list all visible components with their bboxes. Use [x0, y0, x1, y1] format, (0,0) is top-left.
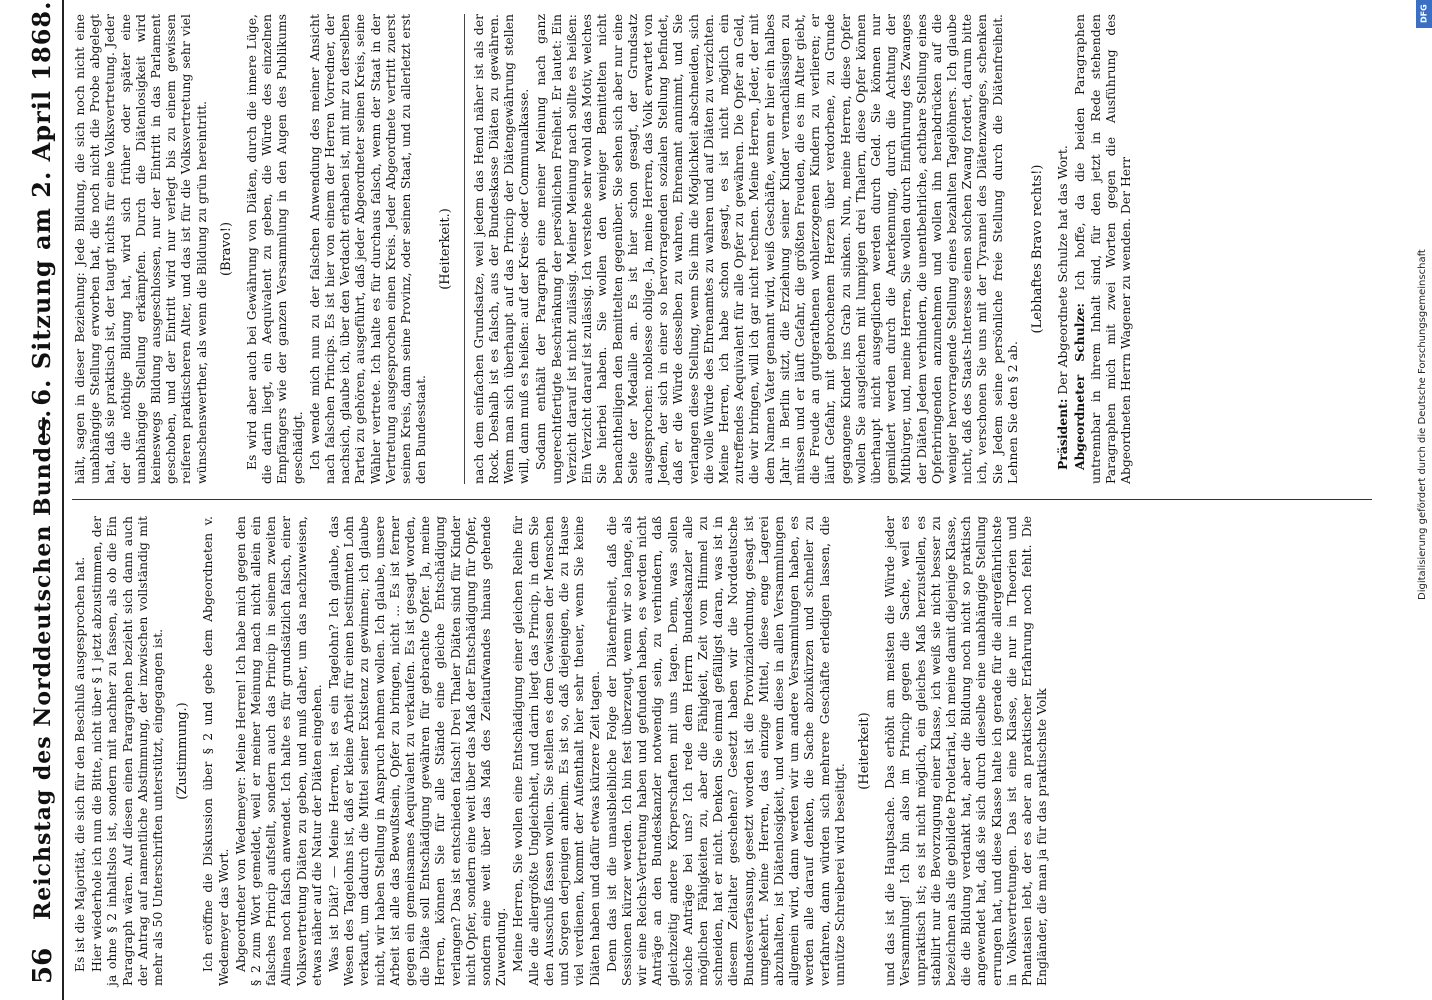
speaker-paragraph — [1072, 14, 1133, 484]
president-text: Der Abgeordnete Schulze hat das Wort. — [1055, 145, 1071, 395]
interjection: (Heiterkeit) — [856, 712, 872, 790]
dfg-credit: Digitalisierung gefördert durch die Deutsche Forschungsgemeinschaft — [1417, 249, 1428, 600]
speaker-text: Ich hoffe, da die beiden Paragraphen untrennbar in ihrem Inhalt sind, für den jetzt in Rede stehenden Paragraphen mich mit zwei Worten gegen die Ausführung des Abgeordneten Herrn Wagener zu wenden. Der Herr — [1072, 14, 1133, 484]
paragraph: Ich eröffne die Diskussion über § 2 und gebe dem Abgeordneten v. Wedemeyer das Wort. — [200, 516, 231, 986]
president-label: Präsident: — [1055, 398, 1071, 470]
paragraph: Es wird aber auch bei Gewährung von Diäten, durch die innere Lüge, die darin liegt, ein Aequivalent zu geben, die Würde des einzelnen Empfängers wie der ganzen Versammlung in den Augen des Publikums geschädigt. — [244, 14, 305, 484]
paragraph: nach dem einfachen Grundsatze, weil jedem das Hemd näher ist als der Rock. Deshalb ist es falsch, aus der Bundeskasse Diäten zu gewähren. Wenn man sich überhaupt auf das Princip der Diätengewährung stellen will, dann muß es heißen: auf der Kreis- oder Communalkasse. — [470, 14, 532, 484]
column-divider — [72, 499, 1372, 500]
running-title-left: Reichstag des Norddeutschen Bundes. — [30, 408, 56, 920]
paragraph: hält, sagen in dieser Beziehung: Jede Bildung, die sich noch nicht eine unabhängige Stellung erworben hat, die noch nicht die Probe abgelegt hat, daß sie praktisch ist, der taugt nichts für eine Volksvertretung. Jeder der die nöthige Bildung hat, wird sich früher oder später eine unabhängige Stellung erkämpfen. Durch die Diätenlosigkeit wird keineswegs Bildung ausgeschlossen, nur der Eintritt in das Parlament geschoben, und der Eintritt wird nur verlegt bis zu einem gewissen reiferen praktischeren Alter, und das ist für die Volksvertretung sehr viel wünschenswerther, als wenn die Bildung zu grün hereintritt. — [72, 14, 209, 484]
paragraph: und das ist die Hauptsache. Das erhöht am meisten die Würde jeder Versammlung! Ich bin also im Princip gegen die Sache, weil es unpraktisch ist; es ist nicht möglich, ein gleiches Maß herzustellen, es stabilirt nur die Bevorzugung einer Klasse, ich weiß sie nicht besser zu bezeichnen als die gebildete Proletariat, ich meine damit diejenige Klasse, die die Bildung verdankt hat, aber die Bildung noch nicht so praktisch angewendet hat, daß sie sich durch dieselbe eine unabhängige Stellung errungen hat, und diese Klasse halte ich gerade für die allergefährlichste in Volksvertretungen. Das ist eine Klasse, die nur in Theorien und Phantasien lebt, der es aber an praktischer Erfahrung noch fehlt. Die Engländer, die man ja für das praktischste Volk — [882, 516, 1050, 986]
paragraph: Denn das ist die unausbleibliche Folge der Diätenfreiheit, daß die Sessionen kürzer werden. Ich bin fest überzeugt, wenn wir so lange, als wir eine Reichs-Vertretung haben und gefunden haben, es werden nicht Anträge an den Bundeskanzler notwendig sein, zu verhindern, daß gleichzeitig andere Körperschaften mit uns tagen. Denn, was sollen solche Anträge bei uns? Ich rede dem Herrn Bundeskanzler alle möglichen Fähigkeiten zu, aber die Fähigkeit, Zeit vom Himmel zu schneiden, hat er nicht. Denken Sie einmal gefälligst daran, was ist in diesem Zeitalter geschehen? Gesetzt haben wir die Norddeutsche Bundesverfassung, gesetzt worden ist die Provinzialordnung, gesagt ist umgekehrt. Meine Herren, das einzige Mittel, diese enge Lagerei abzuhalten, ist Diätenlosigkeit, und wenn diese in allen Versammlungen allgemein wird, dann werden wir um andere Versammlungen haben, es werden alle darauf denken, die Sache abzukürzen und schneller zu verfahren, dann würden sich mehrere Geschäfte erledigen lassen, die unnütze Schreiberei wird beseitigt. — [603, 516, 847, 986]
interjection: (Lebhaftes Bravo rechts!) — [1029, 164, 1045, 334]
page-header — [18, 0, 64, 1000]
page-number: 56 — [28, 947, 58, 984]
interjection: (Bravo!) — [218, 221, 234, 277]
left-column — [72, 516, 1372, 986]
paragraph: Ich wende mich nun zu der falschen Anwendung des meiner Ansicht nach falschen Princips. Es ist hier von einem der Herren Vorredner, der nachsich, glaube ich, über den Verdacht erhaben ist, mit mir zu derselben Partei zu gehören, ausgeführt, daß jeder Abgeordneter seinen Kreis, seine Wähler vertrete. Ich halte es für durchaus falsch, wenn der Staat in der Vertretung ausgesprochen einen Kreis. Jeder Abgeordnete vertritt zuerst seinen Kreis, dann seine Provinz, oder seinen Staat, und zu allerletzt erst den Bundesstaat. — [306, 14, 429, 484]
president-paragraph — [1055, 14, 1070, 484]
dfg-logo: DFG — [1416, 0, 1432, 28]
interjection: (Zustimmung.) — [175, 702, 191, 800]
dfg-sidebar — [1416, 0, 1432, 1000]
paragraph: Abgeordneter von Wedemeyer: Meine Herren! Ich habe mich gegen den § 2 zum Wort gemeldet, weil er meiner Meinung nach nicht allein ein falsches Princip aufstellt, sondern auch das Princip in seinem zweiten Alinea noch falsch anwendet. Ich halte es für grundsätzlich falsch, einer Volksvertretung Diäten zu geben, und muß daher, um das nachzuweisen, etwas näher auf die Natur der Diäten eingehen. — [232, 516, 324, 986]
paragraph: Was ist Diät? — Meine Herren, ist es ein Tagelohn? Ich glaube, das Wesen des Tagelohns ist, daß er kleine Arbeit für einen bestimmten Lohn verkauft, um dadurch die Mittel seiner Existenz zu gewinnen; ich glaube nicht, wir haben Stellung in Anspruch nehmen wollen. Ich glaube, unsere Arbeit ist alle das Bewußtsein, Opfer zu bringen, nicht ... Es ist ferner gegen ein gemeinsames Aequivalent zu verkaufen. Es ist gesagt worden, die Diäte soll Entschädigung gewähren für gebrachte Opfer. Ja, meine Herren, können Sie für alle Stände eine gleiche Entschädigung verlangen? Das ist entschieden falsch! Drei Thaler Diäten sind für Kinder nicht Opfer, sondern eine weit über das Maß der Entschädigung für Opfer, sondern eine weit über das Maß des Zeitaufwandes hinaus gehende Zuwendung. — [326, 516, 509, 986]
paragraph: Es ist die Majorität, die sich für den Beschluß ausgesprochen hat. — [72, 556, 87, 972]
paragraph: Meine Herren, Sie wollen eine Entschädigung einer gleichen Reihe für Alle die allergrößte Ungleichheit, und darin liegt das Princip, in dem Sie den Ausschuß fassen wollen. Sie stellen es dem Gewissen der Menschen und Sorgen derjenigen anheim. Es ist so, daß diejenigen, die zu Hause viel verdienen, kommt der Aufenthalt hier sehr theuer, wenn Sie keine Diäten haben und dafür etwas kürzere Zeit tagen. — [510, 516, 602, 986]
paragraph: Hier wiederhole ich nun die Bitte, nicht über § 1 jetzt abzustimmen, der ja ohne § 2 inhaltslos ist, sondern mit nachher zu fassen, als ob die Ein Paragraph wären. Auf diesen einen Paragraphen bezieht sich dann auch der Antrag auf namentliche Abstimmung, der inzwischen vollständig mit mehr als 50 Unterschriften unterstützt, eingegangen ist. — [89, 516, 166, 986]
speaker-label: Abgeordneter Schulze: — [1072, 302, 1088, 470]
running-title-right: — 6. Sitzung am 2. April 1868. — [27, 0, 56, 440]
right-column — [72, 14, 1372, 484]
section-separator — [464, 14, 465, 484]
paragraph: Sodann enthält der Paragraph eine meiner Meinung nach ganz ungerechtfertigte Beschränkung der persönlichen Freiheit. Er lautet: Ein Verzicht darauf ist nicht zulässig. Meiner Meinung nach sollte es heißen: Ein Verzicht darauf ist zulässig. Ich verstehe sehr wohl das Motiv, welches Sie hierbei haben. Sie wollen den weniger Bemittelten nicht benachtheiligen den Bemittelten gegenüber. Sie sehen sich aber nur eine Seite der Medaille an. Es ist hier schon gesagt, der Grundsatz ausgesprochen: noblesse oblige. Ja, meine Herren, das Volk erwartet von Jedem, der sich in einer so hervorragenden sozialen Stellung befindet, daß er die Würde desselben zu wahren, Ehrenamt annimmt, und Sie verlangen diese Stellung, wenn Sie ihm die Möglichkeit abschneiden, sich die volle Würde des Ehrenamtes zu wahren und auf Diäten zu verzichten. Meine Herren, ich habe schon gesagt, es ist nicht möglich ein zutreffendes Aequivalent für alle Opfer zu gewähren. Die Opfer an Geld, die wir bringen, will ich gar nicht rechnen. Meine Herren, Jeder, der mit dem Namen Vater genannt wird, weiß Geschäfte, wenn er hier ein halbes Jahr in Berlin sitzt, die Erziehung seiner Kinder vernachlässigen zu müssen und er läuft Gefahr, die größten Freuden, die es im Alter giebt, die Freude an gutgerathenen wohlerzogenen Kindern zu verlieren; er läuft Gefahr, mit gebrochenem Herzen über verdorbene, zu Grunde gegangene Kinder ins Grab zu sinken. Nun, meine Herren, diese Opfer wollen Sie ausgleichen mit lumpigen drei Thalern, diese Opfer können überhaupt nicht ausgeglichen werden durch Geld. Sie können nur gemildert werden durch die Anerkennung, durch die Achtung der Mitbürger, und, meine Herren, Sie wollen durch Einführung des Zwanges der Diäten Jedem verhindern, die unentbehrliche, achtbare Stellung eines Opferbringenden anzunehmen und wollen ihn herabdrücken auf die weniger hervorragende Stellung eines bezahlten Tagelöhners. Ich glaube nicht, daß des Staats-Interesse einen solchen Zwang fordert, darum bitte ich, verschonen Sie uns mit der Tyrannei des Diätenzwanges, schenken Sie Jedem seine persönliche freie Stellung durch die Diätenfreiheit. Lehnen Sie den § 2 ab. — [533, 14, 1020, 484]
interjection: (Heiterkeit.) — [438, 208, 454, 290]
